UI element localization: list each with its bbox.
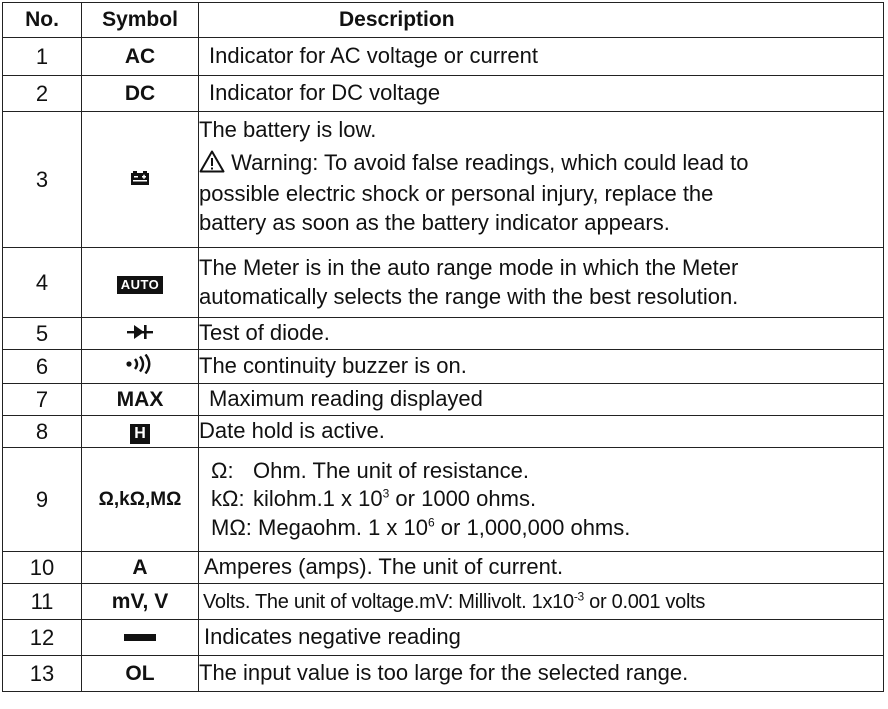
header-symbol: Symbol [82,3,199,38]
table-row [3,350,884,384]
symbol-ac: AC [82,38,199,76]
exponent: 3 [382,486,390,501]
symbol-volts: mV, V [82,584,199,620]
diode-icon [127,322,153,345]
row-description: Maximum reading displayed [209,386,483,412]
table-row [3,76,884,112]
row-number: 4 [3,248,82,318]
negative-bar-icon [124,634,156,641]
row-description: Amperes (amps). The unit of current. [204,554,564,580]
row-description: Ohm. The unit of resistance. [253,457,529,483]
row-description: or 1000 ohms. [389,486,537,512]
row-description: battery as soon as the battery indicator appears. [199,209,670,235]
row-description: or 1,000,000 ohms. [434,514,631,540]
table-row [3,416,884,448]
unit-symbol: Ω: [211,457,234,483]
table-row [3,112,884,248]
row-number: 6 [3,350,82,384]
row-description: Test of diode. [199,320,330,346]
row-description: Indicates negative reading [204,624,461,650]
row-description: kilohm.1 x 10 [253,486,383,512]
battery-icon [131,168,149,191]
symbol-ohm: Ω,kΩ,MΩ [82,448,199,552]
row-number: 13 [3,656,82,692]
row-number: 3 [3,112,82,248]
row-number: 11 [3,584,82,620]
header-row [3,3,884,38]
symbol-dc: DC [82,76,199,112]
row-description: Indicator for DC voltage [209,80,441,106]
row-number: 1 [3,38,82,76]
warning-text: Warning: To avoid false readings, which could lead to [231,149,749,175]
row-description: Date hold is active. [199,418,385,444]
buzzer-icon [125,356,155,379]
row-description: Megaohm. 1 x 10 [258,514,428,540]
row-description: Volts. The unit of voltage.mV: Millivolt. 1x10 [203,590,574,613]
symbol-max: MAX [82,384,199,416]
row-description: The continuity buzzer is on. [199,353,467,379]
table-row [3,248,884,318]
table-row [3,448,884,552]
warning-icon [199,150,225,181]
row-number: 2 [3,76,82,112]
row-description: The input value is too large for the selected range. [199,660,689,686]
unit-symbol: kΩ: [211,486,245,512]
table-row [3,318,884,350]
table-row [3,38,884,76]
header-no: No. [3,3,82,38]
row-description: possible electric shock or personal injury, replace the [199,181,714,207]
table-row [3,384,884,416]
row-number: 9 [3,448,82,552]
symbol-amperes: A [82,552,199,584]
auto-badge: AUTO [117,276,164,294]
header-description: Description [199,3,884,38]
row-number: 8 [3,416,82,448]
exponent: 6 [428,515,435,530]
hold-badge: H [130,424,150,444]
exponent: -3 [573,588,584,603]
row-description: automatically selects the range with the best resolution. [199,283,739,309]
row-description: Indicator for AC voltage or current [209,43,538,69]
unit-symbol: MΩ: [211,514,252,540]
table-row [3,584,884,620]
table-row [3,656,884,692]
row-number: 12 [3,620,82,656]
symbol-table [2,2,884,692]
row-number: 5 [3,318,82,350]
row-number: 10 [3,552,82,584]
table-row [3,552,884,584]
table-row [3,620,884,656]
row-description: or 0.001 volts [583,590,706,613]
symbol-ol: OL [82,656,199,692]
row-description: The battery is low. [199,117,377,142]
row-description: The Meter is in the auto range mode in which the Meter [199,254,739,280]
row-number: 7 [3,384,82,416]
